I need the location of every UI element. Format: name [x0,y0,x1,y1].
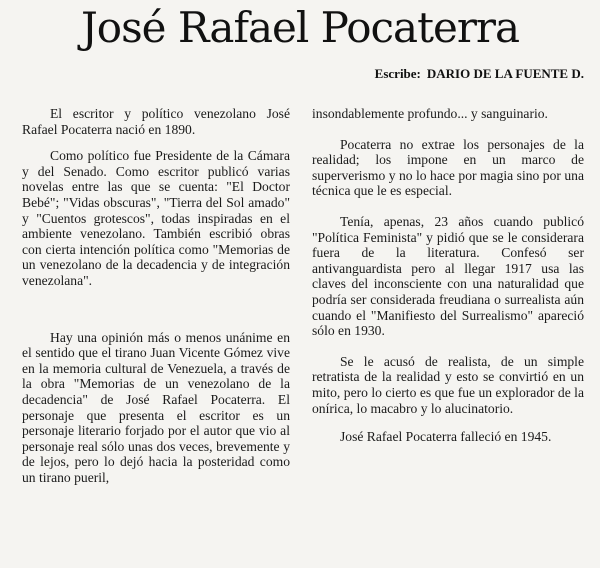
byline-label: Escribe: [374,66,421,81]
paragraph-continued: insondablemente profundo... y sanguinario. [312,106,548,121]
paragraph: Como político fue Presidente de la Cámara y del Senado. Como escritor publicó varias novelas entre las que se cuenta: "El Doctor Bebé"; "Vidas obscuras", "Tierra del Sol amado" y "Cuentos grotescos", todas inspiradas en el ambiente venezolano. También escribió obras con cierta intención política como "Memorias de un venezolano de la decadencia y de integración venezolana". [22,148,290,288]
byline [375,66,584,82]
article-title: José Rafael Pocaterra [80,3,520,52]
right-column [312,106,584,445]
paragraph: Tenía, apenas, 23 años cuando publicó "Política Feminista" y pidió que se le considerara fuera de la literatura. Confesó ser antivanguardista pero al llegar 1917 usa las claves del inconsciente con una naturalidad que podría ser considerada freudiana o surrealista aún cuando el "Manifiesto del Surrealismo" apareció sólo en 1930. [312,213,584,339]
paragraph: Se le acusó de realista, de un simple retratista de la realidad y esto se convirtió en un mito, pero lo cierto es que fue un explorador de la onírica, lo macabro y lo alucinatorio. [312,353,584,416]
paragraph: Hay una opinión más o menos unánime en el sentido que el tirano Juan Vicente Gómez vive en la memoria cultural de Venezuela, a través de la obra "Memorias de un venezolano de la decadencia" de José Rafael Pocaterra. El personaje que presenta el escritor es un personaje literario forjado por el autor que vio al personaje real sólo unas dos veces, brevemente y de lejos, pero lo dejó hacia la posteridad como un tirano pueril, [22,329,290,485]
paragraph: José Rafael Pocaterra falleció en 1945. [340,429,552,445]
paragraph: Pocaterra no extrae los personajes de la realidad; los impone en un marco de superverismo y no lo hace por magia sino por una técnica que le es especial. [312,136,584,199]
byline-author: DARIO DE LA FUENTE D. [426,66,584,81]
paragraph: El escritor y político venezolano José Rafael Pocaterra nació en 1890. [22,106,290,137]
left-column [22,106,290,485]
